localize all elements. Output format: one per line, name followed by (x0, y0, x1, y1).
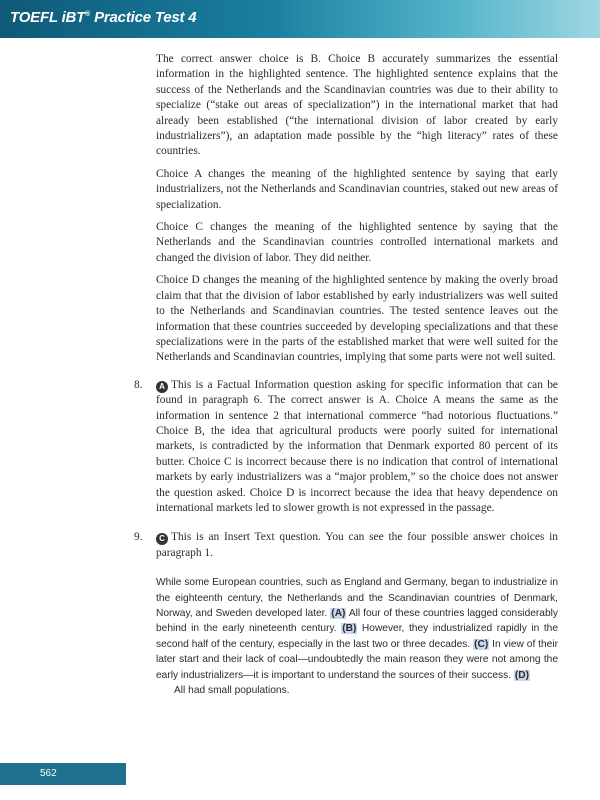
page-content (134, 52, 559, 698)
header-bar (0, 0, 600, 38)
explanation-paragraph: The correct answer choice is B. Choice B accurately summarizes the essential information in the highlighted sentence. The highlighted sentence explains that the success of the Netherlands and the Scandinavian countries was due to their ability to specialize (“stake out areas of specialization”) in the international market that had already been established (“the international division of labor created by early industrializers”), an adaptation made possible by the “high literacy” rates of these countries. (156, 53, 558, 158)
question-number: 8. (134, 378, 143, 391)
insert-text-passage (156, 575, 558, 698)
explanation-paragraph: Choice D changes the meaning of the highlighted sentence by making the overly broad claim that that the division of labor established by early industrializers was well suited to the Netherlands and Scandinavian countries. The tested sentence leaves out the information that these countries succeeded by developing specializations and that these specializations were in the parts of the established market that were well suited for the Netherlands and Scandinavian countries, implying that some parts were not well suited. (156, 274, 558, 364)
question-text: This is an Insert Text question. You can see the four possible answer choices in paragraph 1. (156, 531, 558, 559)
explanation-paragraph: Choice A changes the meaning of the highlighted sentence by saying that early industrializers, not the Netherlands and Scandinavian countries, staked out new areas of specialization. (156, 167, 558, 211)
question-number: 9. (134, 531, 143, 544)
passage-text: While some European countries, such as England and Germany, began to industrialize in the eighteenth century, the Netherlands and the Scandinavian countries of Denmark, Norway, and Sweden developed later. (156, 577, 558, 619)
insert-marker-b: (B) (342, 623, 357, 635)
passage-text: In view of their later start and their lack of coal—undoubtedly the main reason they were not among the early industrializers—it is important to understand the sources of their success. (156, 638, 559, 681)
insert-marker-a: (A) (331, 608, 346, 619)
answer-badge-icon: A (156, 381, 168, 393)
insert-marker-c: (C) (474, 638, 489, 650)
page-number-tab (0, 763, 126, 785)
trademark: ® (85, 11, 91, 18)
brand-name: TOEFL iBT (10, 9, 86, 26)
insert-sentence: All had small populations. (174, 685, 290, 697)
question-text: This is a Factual Information question asking for specific information that can be found in paragraph 6. The correct answer is A. Choice A means the same as the information in sentence 2 that international commerce “had notorious fluctuations.” Choice B, the idea that agricultural products were poorly suited for international markets, is contradicted by the information that Denmark exported 80 percent of its butter. Choice C is incorrect because there is no indication that control of international markets by early industrializers was a “major problem,” so the choice does not answer the question asked. Choice D is incorrect because the idea that heavy dependence on international markets led to slower growth is not expressed in the passage. (156, 378, 558, 514)
insert-marker-d: (D) (514, 669, 530, 681)
passage-paragraph (156, 575, 558, 683)
page-number: 562 (40, 768, 57, 779)
question-8 (134, 378, 558, 517)
answer-badge-icon: C (156, 533, 168, 545)
question-9 (134, 530, 558, 561)
passage-text: However, they industrialized rapidly in the second half of the century, especially in the last two or three decades. (156, 623, 558, 650)
header-title (10, 9, 196, 26)
explanation-paragraph: Choice C changes the meaning of the highlighted sentence by saying that the Netherlands and the Scandinavian countries controlled international markets and changed the division of labor. They did neither. (156, 221, 558, 264)
test-title: Practice Test 4 (94, 9, 197, 26)
passage-text: All four of these countries lagged considerably behind in the early nineteenth century. (156, 608, 558, 635)
